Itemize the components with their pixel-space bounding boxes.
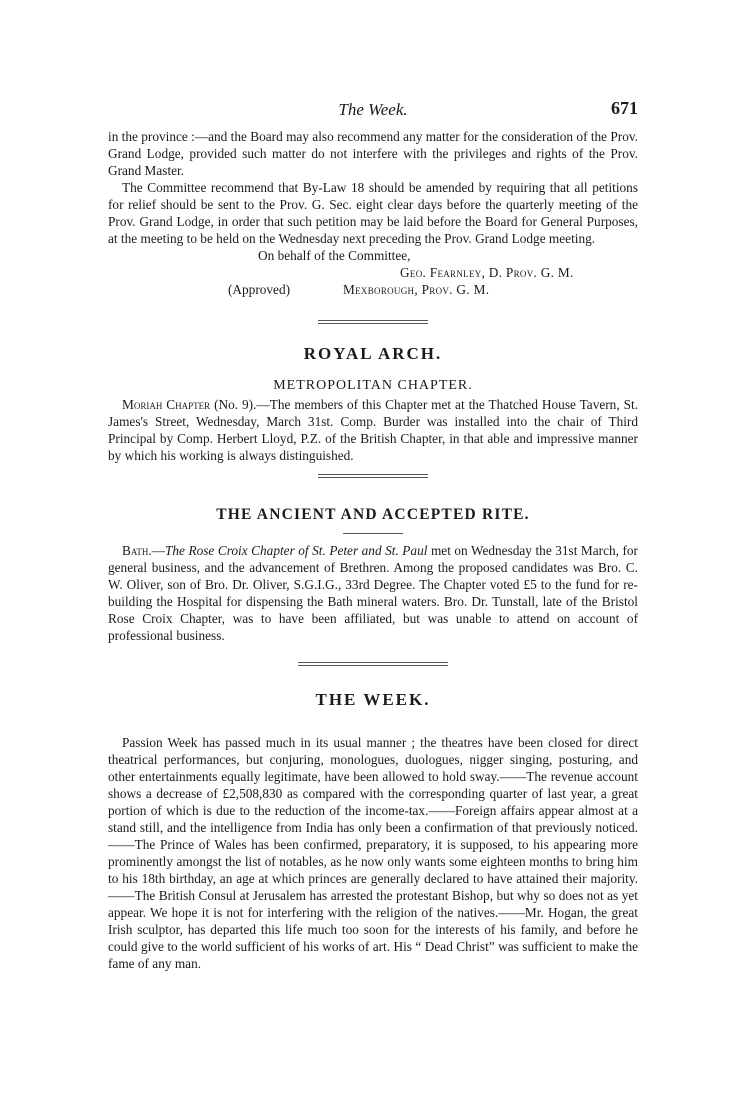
approver-name: Mexborough, Prov. G. M. — [343, 282, 490, 297]
the-week-section — [108, 690, 638, 972]
ancient-rite-paragraph — [108, 542, 638, 644]
committee-section — [108, 128, 638, 298]
heading-underline — [343, 533, 403, 534]
approval-line — [108, 281, 638, 298]
section-divider — [318, 472, 428, 480]
section-divider — [298, 660, 448, 668]
ancient-rite-heading: THE ANCIENT AND ACCEPTED RITE. — [216, 506, 530, 523]
bath-dash: — — [151, 543, 165, 558]
ancient-rite-body: met on Wednesday the 31st March, for general business, and the advancement of Brethren. Among the proposed candidates was Bro. C. W. Oliver, son of Bro. Dr. Oliver, S.G.I.G., 33rd Degree. The Chapter voted £5 to the fund for re-building the Hospital for dispensing the Bath mineral waters. Bro. Dr. Tunstall, late of the Bristol Rose Croix Chapter, was to have been affiliated, but was unable to attend on account of professional business. — [108, 543, 638, 643]
metropolitan-chapter-heading: METROPOLITAN CHAPTER. — [273, 378, 473, 393]
document-page — [108, 0, 638, 972]
bath-lead: Bath. — [122, 543, 152, 558]
royal-arch-heading: ROYAL ARCH. — [303, 344, 443, 363]
intro-paragraph-1: in the province :—and the Board may also recommend any matter for the consideration of the Prov. Grand Lodge, provided such matter do not interfere with the privileges and rights of the Prov. Grand Master. — [108, 129, 638, 178]
running-title: The Week. — [338, 100, 408, 119]
page-number: 671 — [611, 98, 638, 118]
royal-arch-section — [108, 344, 638, 464]
intro-paragraph-2: The Committee recommend that By-Law 18 should be amended by requiring that all petitions for relief should be sent to the Prov. G. Sec. eight clear days before the quarterly meeting of the Prov. Grand Lodge, in order that such petition may be laid before the Board for General Purposes, at the meeting to be held on the Wednesday next preceding the Prov. Grand Lodge meeting. — [108, 180, 638, 246]
rose-croix-chapter-name: The Rose Croix Chapter of St. Peter and St. Paul — [165, 543, 428, 558]
page-header — [108, 92, 638, 126]
ancient-rite-section — [108, 506, 638, 644]
the-week-paragraph: Passion Week has passed much in its usual manner ; the theatres have been closed for direct theatrical performances, but conjuring, monologues, duologues, nigger singing, posturing, and other entertainments equally legitimate, have been allowed to hold sway.——The revenue account shows a decrease of £2,508,830 as compared with the corresponding quarter of last year, a great portion of which is due to the reduction of the income-tax.——Foreign affairs appear almost at a stand still, and the intelligence from India has only been a confirmation of that previously noticed. ——The Prince of Wales has been confirmed, preparatory, it is supposed, to his appearing more prominently amongst the list of notables, as he now only wants some eighteen months to bring him to his 18th birthday, an age at which princes are generally declared to have attained their majority.——The British Consul at Jerusalem has arrested the protestant Bishop, but why so does not as yet appear. We hope it is not for interfering with the religion of the natives.——Mr. Hogan, the great Irish sculptor, has departed this life much too soon for the interests of his family, and before he could give to the world sufficient of his works of art. His “ Dead Christ” was sufficient to make the fame of any man. — [108, 735, 638, 971]
moriah-chapter-lead: Moriah Chapter — [122, 397, 211, 412]
royal-arch-body: (No. 9).—The members of this Chapter met at the Thatched House Tavern, St. James's Street, Wednesday, March 31st. Comp. Burder was installed into the chair of Third Principal by Comp. Herbert Lloyd, P.Z. of the British Chapter, in that able and impressive manner by which his working is always distinguished. — [108, 397, 638, 463]
approved-label: (Approved) — [228, 282, 291, 297]
committee-signature: Geo. Fearnley, D. Prov. G. M. — [400, 265, 574, 280]
the-week-heading: THE WEEK. — [315, 690, 431, 709]
section-divider — [318, 318, 428, 326]
committee-signoff: On behalf of the Committee, — [258, 248, 411, 263]
royal-arch-paragraph — [108, 396, 638, 464]
